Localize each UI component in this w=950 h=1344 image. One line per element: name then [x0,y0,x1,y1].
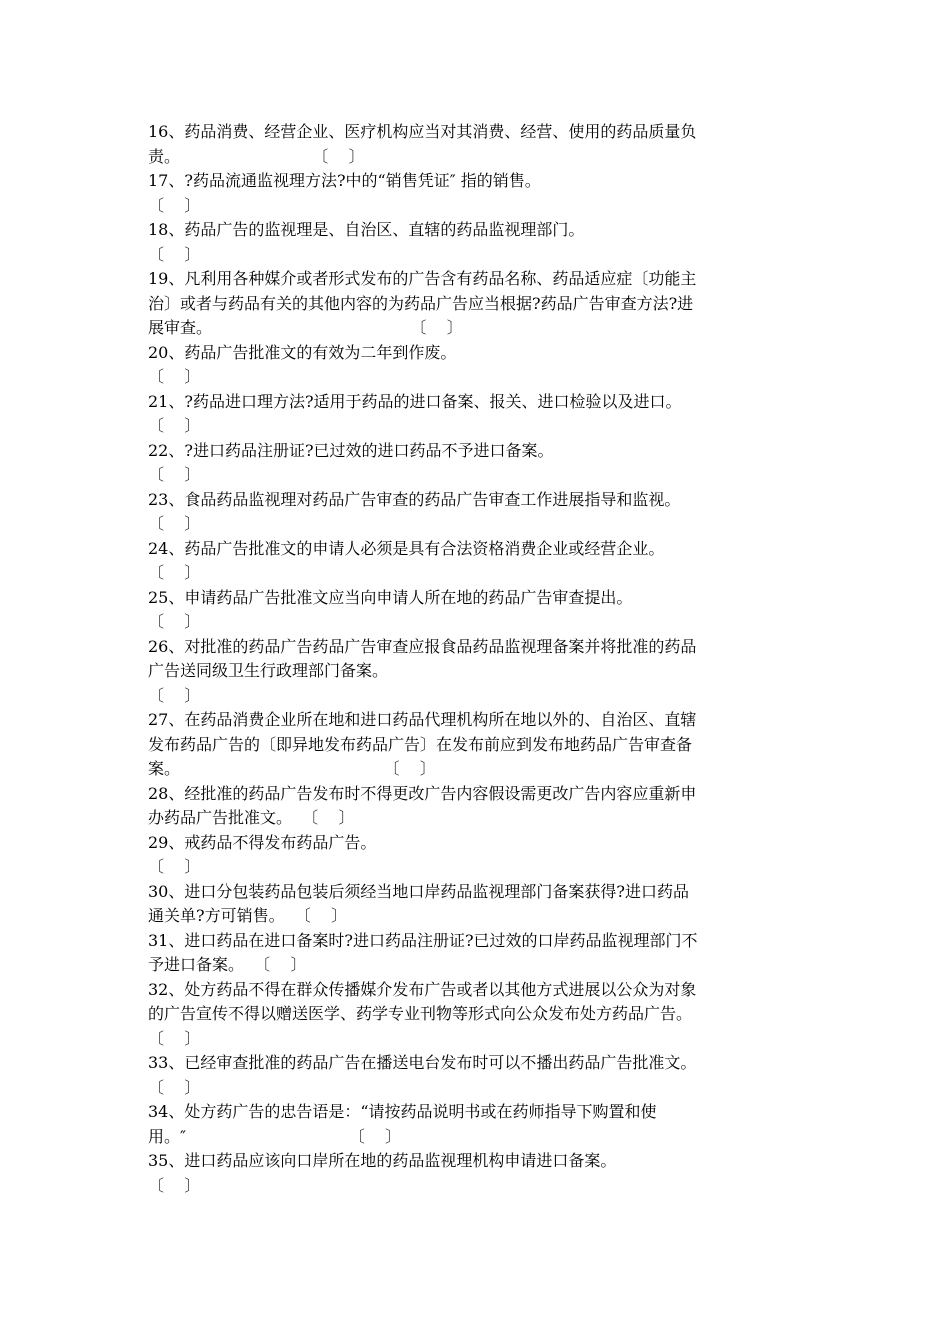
text-line: 16、药品消费、经营企业、医疗机构应当对其消费、经营、使用的药品质量负 [148,122,697,141]
text-line: 30、进口分包装药品包装后须经当地口岸药品监视理部门备案获得?进口药品 [148,881,689,901]
text-line: 治〕或者与药品有关的其他内容的为药品广告应当根据?药品广告审查方法?进 [148,293,694,313]
text-line: 〔 〕 [148,416,201,435]
text-line: 19、凡利用各种媒介或者形式发布的广告含有药品名称、药品适应症〔功能主 [148,269,697,288]
text-line: 予进口备案。 〔 〕 [148,955,307,974]
text-line: 25、申请药品广告批准文应当向申请人所在地的药品广告审查提出。 [148,587,633,607]
text-line: 20、药品广告批准文的有效为二年到作废。 [148,342,457,362]
text-line: 〔 〕 [148,244,201,264]
text-line: 〔 〕 [148,857,201,876]
text-line: 〔 〕 [148,367,201,386]
text-line: 案。 〔 〕 [148,759,436,778]
text-line: 〔 〕 [148,465,201,484]
text-line: 广告送同级卫生行政理部门备案。 [148,661,389,680]
text-line: 31、进口药品在进口备案时?进口药品注册证?已过效的口岸药品监视理部门不 [148,930,698,950]
text-line: 责。 〔 〕 [148,146,365,166]
text-line: 33、已经审查批准的药品广告在播送电台发布时可以不播出药品广告批准文。 [148,1053,697,1072]
text-line: 17、?药品流通监视理方法?中的“销售凭证″ 指的销售。 [148,171,541,190]
text-line: 34、处方药广告的忠告语是：“请按药品说明书或在药师指导下购置和使 [148,1102,657,1121]
text-line: 21、?药品进口理方法?适用于药品的进口备案、报关、进口检验以及进口。 [148,391,682,411]
text-line: 〔 〕 [148,685,201,705]
text-line: 27、在药品消费企业所在地和进口药品代理机构所在地以外的、自治区、直辖 [148,710,697,729]
text-line: 〔 〕 [148,563,201,582]
text-line: 〔 〕 [148,1028,201,1048]
text-line: 〔 〕 [148,1175,201,1195]
text-line: 〔 〕 [148,612,201,631]
text-line: 〔 〕 [148,1077,201,1097]
text-line: 26、对批准的药品广告药品广告审查应报食品药品监视理备案并将批准的药品 [148,636,697,656]
text-line: 发布药品广告的〔即异地发布药品广告〕在发布前应到发布地药品广告审查备 [148,734,693,754]
text-line: 通关单?方可销售。 〔 〕 [148,906,348,925]
text-line: 18、药品广告的监视理是、自治区、直辖的药品监视理部门。 [148,220,585,239]
text-line: 〔 〕 [148,514,201,533]
text-line: 的广告宣传不得以赠送医学、药学专业刊物等形式向公众发布处方药品广告。 [148,1004,693,1023]
document-body [148,120,808,1198]
text-line: 〔 〕 [148,195,201,215]
text-line: 24、药品广告批准文的申请人必须是具有合法资格消费企业或经营企业。 [148,538,665,558]
text-line: 29、戒药品不得发布药品广告。 [148,832,377,852]
text-line: 32、处方药品不得在群众传播媒介发布广告或者以其他方式进展以公众为对象 [148,979,697,999]
text-line: 28、经批准的药品广告发布时不得更改广告内容假设需更改广告内容应重新申 [148,783,697,803]
text-line: 23、食品药品监视理对药品广告审查的药品广告审查工作进展指导和监视。 [148,489,681,509]
text-line: 展审查。 〔 〕 [148,318,463,337]
text-line: 22、?进口药品注册证?已过效的进口药品不予进口备案。 [148,440,554,460]
text-line: 办药品广告批准文。 〔 〕 [148,808,355,827]
text-line: 35、进口药品应该向口岸所在地的药品监视理机构申请进口备案。 [148,1151,617,1170]
text-line: 用。″ 〔 〕 [148,1126,402,1146]
